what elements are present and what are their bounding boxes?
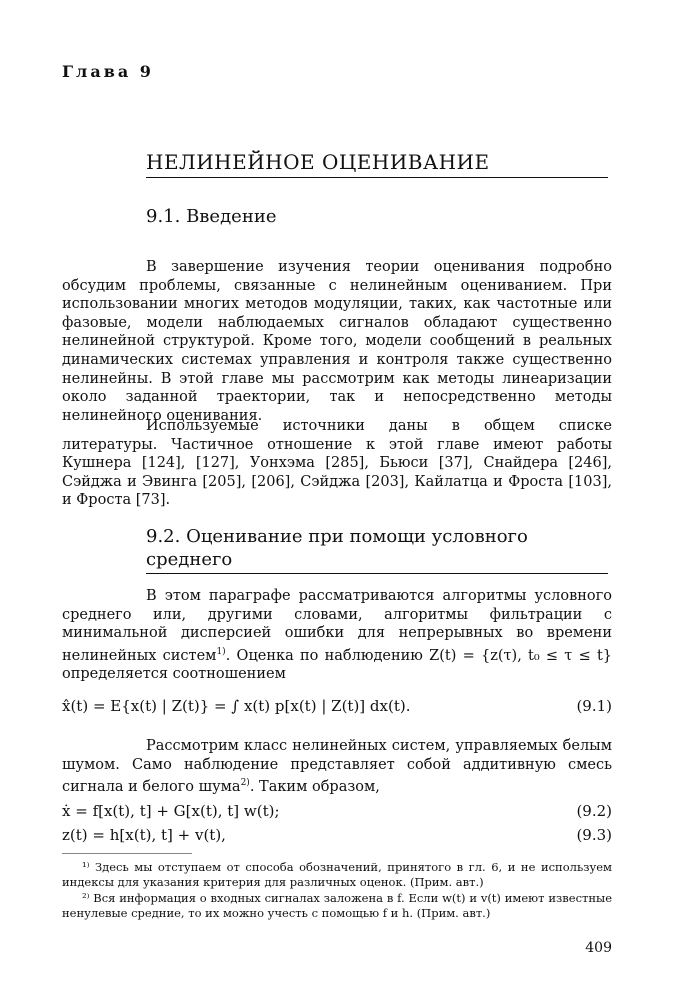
equation-number: (9.1) — [576, 697, 612, 715]
section-heading-introduction: 9.1. Введение — [146, 206, 277, 227]
equation-text: x̂(t) = E{x(t) | Z(t)} = ∫ x(t) p[x(t) | Z(t)] dx(t). — [62, 697, 411, 715]
equation-9-3 — [62, 826, 612, 844]
footnote-marker-2: 2) — [240, 778, 250, 789]
equation-text: ẋ = f[x(t), t] + G[x(t), t] w(t); — [62, 802, 280, 820]
paragraph-text: . Оценка по наблюдению Z(t) = {z(τ), t₀ ≤ τ ≤ t} определяется соотношением — [62, 647, 613, 683]
chapter-title: НЕЛИНЕЙНОЕ ОЦЕНИВАНИЕ — [146, 150, 608, 178]
equation-9-1 — [62, 697, 612, 715]
section-heading-conditional-mean: 9.2. Оценивание при помощи условного среднего — [146, 525, 608, 574]
conditional-mean-paragraph-2 — [62, 737, 612, 797]
paragraph-text: Рассмотрим класс нелинейных систем, управляемых белым шумом. Само наблюдение представляет собой аддитивную смесь сигнала и белого шума — [62, 738, 612, 796]
equation-9-2 — [62, 802, 612, 820]
intro-paragraph-1: В завершение изучения теории оценивания подробно обсудим проблемы, связанные с нелинейным оцениванием. При использовании многих методов модуляции, таких, как частотные или фазовые, модели наблюдаемых сигналов обладают существенно нелинейной структурой. Кроме того, модели сообщений в реальных динамических системах управления и контроля также существенно нелинейны. В этой главе мы рассмотрим как методы линеаризации около заданной траектории, так и непосредственно методы нелинейного оценивания. — [62, 259, 612, 424]
footnote-divider — [62, 853, 192, 854]
paragraph-text: В этом параграфе рассматриваются алгоритмы условного среднего или, другими словами, алгоритмы фильтрации с минимальной дисперсией ошибки для непрерывных во времени нелинейных систем — [62, 588, 612, 664]
paragraph-text: . Таким образом, — [249, 779, 380, 796]
intro-paragraph-2: Используемые источники даны в общем списке литературы. Частичное отношение к этой главе имеют работы Кушнера [124], [127], Уонхэма [285], Бьюси [37], Снайдера [246], Сэйджа и Эвинга [205], [206], Сэйджа [203], Кайлатца и Фроста [103], и Фроста [73]. — [62, 418, 612, 509]
conditional-mean-paragraph-1 — [62, 587, 612, 684]
footnote-1: ¹⁾ Здесь мы отступаем от способа обозначений, принятого в гл. 6, и не используем индексы для указания критерия для различных оценок. (Прим. авт.) — [62, 860, 612, 889]
footnote-marker-1: 1) — [216, 646, 226, 657]
equation-text: z(t) = h[x(t), t] + v(t), — [62, 826, 226, 844]
equation-number: (9.2) — [576, 802, 612, 820]
chapter-label: Глава 9 — [62, 62, 154, 81]
footnote-2: ²⁾ Вся информация о входных сигналах заложена в f. Если w(t) и v(t) имеют известные ненулевые средние, то их можно учесть с помощью f и h. (Прим. авт.) — [62, 891, 612, 920]
page-number: 409 — [585, 940, 612, 956]
equation-number: (9.3) — [576, 826, 612, 844]
